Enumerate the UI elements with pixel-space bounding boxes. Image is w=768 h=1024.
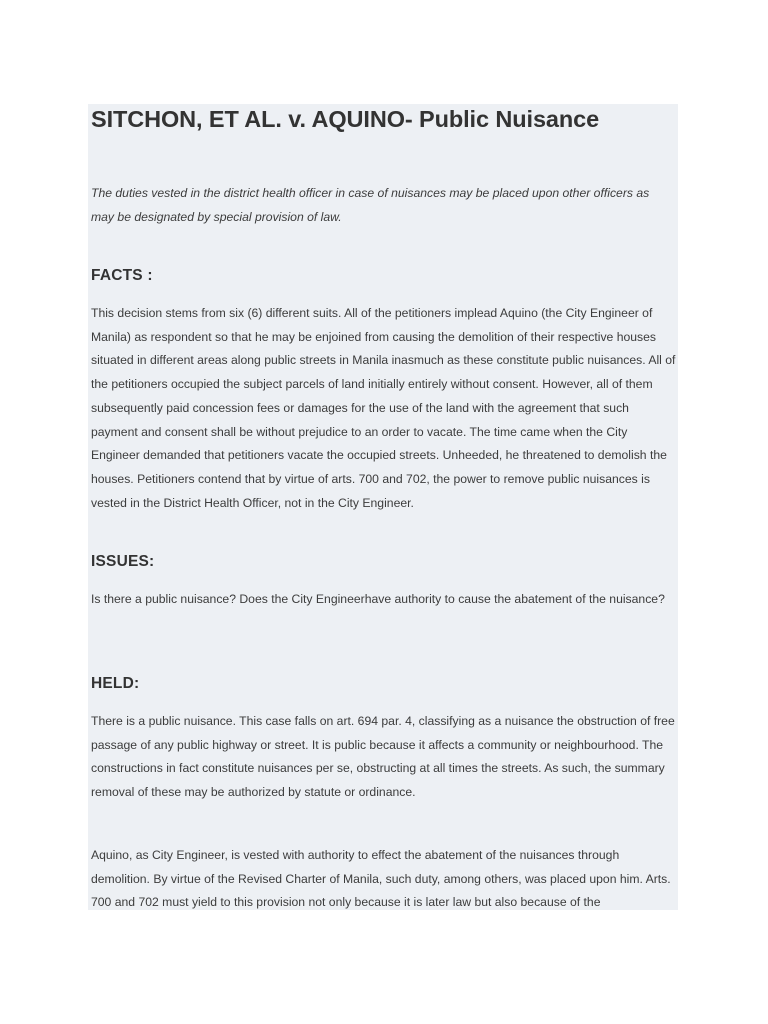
issues-heading: ISSUES: [91, 553, 155, 570]
document-content-block [88, 104, 678, 910]
facts-heading: FACTS : [91, 267, 153, 284]
document-title: SITCHON, ET AL. v. AQUINO- Public Nuisance [91, 106, 600, 132]
held-paragraph-2: Aquino, as City Engineer, is vested with authority to effect the abatement of the nuisances through demolition. By virtue of the Revised Charter of Manila, such duty, among others, was placed upon him. Arts. 700 and 702 must yield to this provision not only because it is later law but also because of the [91, 848, 671, 910]
case-summary: The duties vested in the district health officer in case of nuisances may be placed upon other officers as may be designated by special provision of law. [91, 186, 650, 224]
facts-paragraph: This decision stems from six (6) different suits. All of the petitioners implead Aquino (the City Engineer of Manila) as respondent so that he may be enjoined from causing the demolition of their respective houses situated in different areas along public streets in Manila inasmuch as these constitute public nuisances. All of the petitioners occupied the subject parcels of land initially entirely without consent. However, all of them subsequently paid concession fees or damages for the use of the land with the agreement that such payment and consent shall be without prejudice to an order to vacate. The time came when the City Engineer demanded that petitioners vacate the occupied streets. Unheeded, he threatened to demolish the houses. Petitioners contend that by virtue of arts. 700 and 702, the power to remove public nuisances is vested in the District Health Officer, not in the City Engineer. [91, 306, 676, 510]
held-paragraph: There is a public nuisance. This case falls on art. 694 par. 4, classifying as a nuisance the obstruction of free passage of any public highway or street. It is public because it affects a community or neighbourhood. The constructions in fact constitute nuisances per se, obstructing at all times the streets. As such, the summary removal of these may be authorized by statute or ordinance. [91, 714, 675, 800]
issues-paragraph: Is there a public nuisance? Does the City Engineerhave authority to cause the abatement of the nuisance? [91, 592, 665, 606]
held-heading: HELD: [91, 675, 140, 692]
